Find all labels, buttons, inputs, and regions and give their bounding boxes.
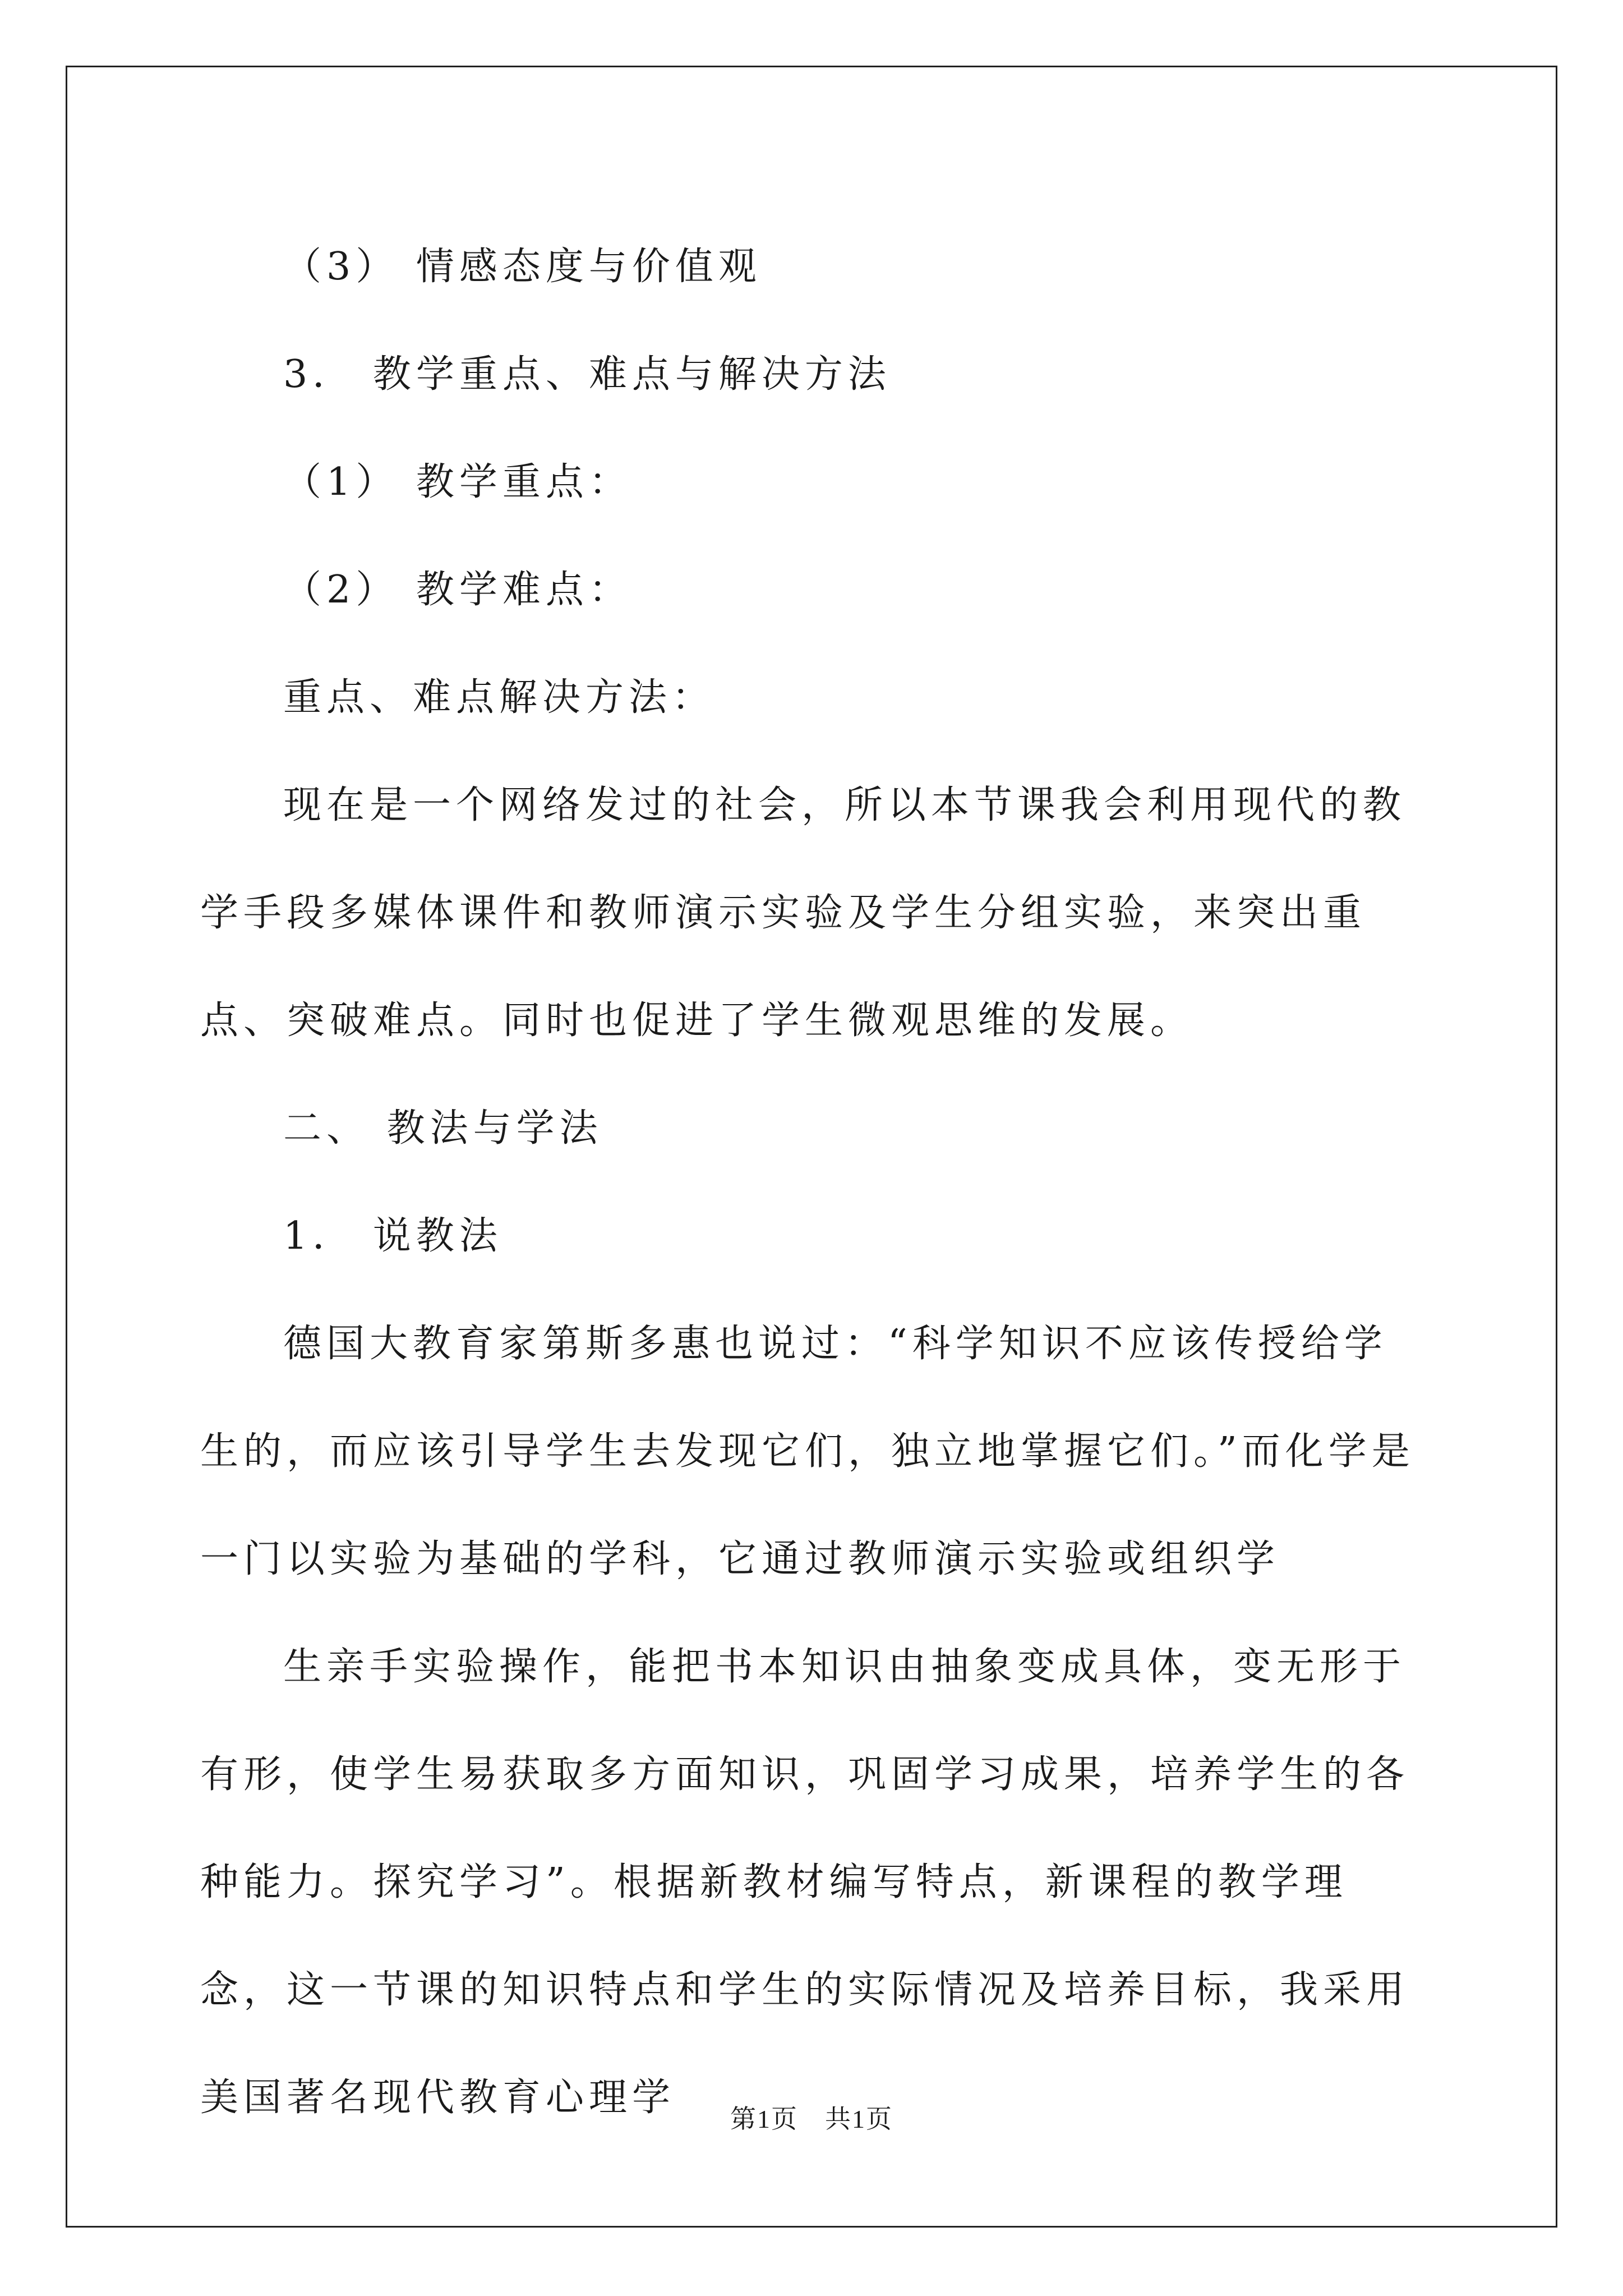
paragraph-quote-diesterweg: 德国大教育家第斯多惠也说过：“科学知识不应该传授给学生的，而应该引导学生去发现它们，独立地掌握它们。”而化学是一门以实验为基础的学科，它通过教师演示实验或组织学	[200, 1322, 1415, 1581]
heading-teaching-learning-methods: 二、 教法与学法	[283, 1106, 603, 1151]
document-body	[200, 213, 1428, 2152]
heading-teaching-difficulty: （2） 教学难点：	[283, 568, 632, 612]
heading-teaching-focus: （1） 教学重点：	[283, 460, 632, 504]
heading-solution-methods: 重点、难点解决方法：	[283, 675, 716, 720]
heading-teaching-method: 1． 说教法	[283, 1214, 502, 1258]
paragraph-experiments: 生亲手实验操作，能把书本知识由抽象变成具体，变无形于有形，使学生易获取多方面知识，巩固学习成果，培养学生的各种能力。探究学习”。根据新教材编写特点，新课程的教学理念，这一节课的知识特点和学生的实际情况及培养目标，我采用美国著名现代教育心理学	[200, 1645, 1410, 2120]
heading-emotion-values: （3） 情感态度与价值观	[283, 245, 762, 289]
paragraph-modern-methods: 现在是一个网络发过的社会，所以本节课我会利用现代的教学手段多媒体课件和教师演示实验及学生分组实验，来突出重点、突破难点。同时也促进了学生微观思维的发展。	[200, 783, 1407, 1043]
page-footer: 第1页 共1页	[730, 2105, 893, 2133]
heading-key-points: 3． 教学重点、难点与解决方法	[283, 352, 891, 397]
